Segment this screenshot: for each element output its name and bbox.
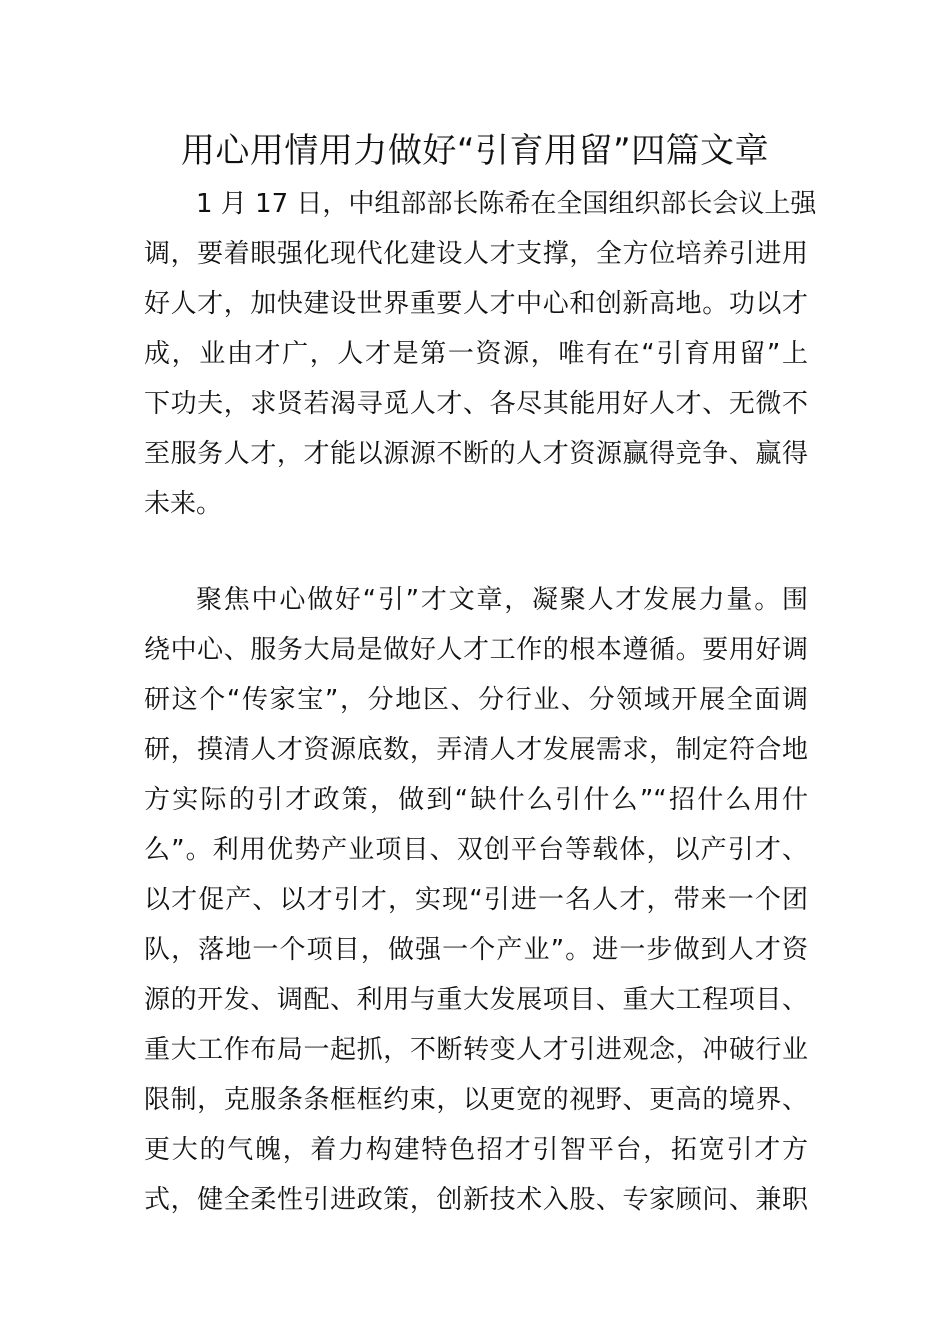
paragraph-line: 成，业由才广，人才是第一资源，唯有在“引育用留”上 bbox=[144, 339, 808, 369]
paragraph-line: 1 月 17 日，中组部部长陈希在全国组织部长会议上强 bbox=[196, 189, 817, 219]
paragraph-line: 绕中心、服务大局是做好人才工作的根本遵循。要用好调 bbox=[144, 635, 808, 665]
paragraph-line: 么”。利用优势产业项目、双创平台等载体，以产引才、 bbox=[144, 835, 808, 865]
paragraph-line: 研，摸清人才资源底数，弄清人才发展需求，制定符合地 bbox=[144, 735, 808, 765]
paragraph-1 bbox=[144, 179, 817, 529]
paragraph-line: 更大的气魄，着力构建特色招才引智平台，拓宽引才方 bbox=[144, 1135, 808, 1165]
paragraph-line: 队，落地一个项目，做强一个产业”。进一步做到人才资 bbox=[144, 935, 808, 965]
paragraph-line: 至服务人才，才能以源源不断的人才资源赢得竞争、赢得 bbox=[144, 439, 808, 469]
paragraph-line: 限制，克服条条框框约束，以更宽的视野、更高的境界、 bbox=[144, 1085, 808, 1115]
paragraph-line: 聚焦中心做好“引”才文章，凝聚人才发展力量。围 bbox=[196, 585, 808, 615]
paragraph-2 bbox=[144, 575, 808, 1225]
paragraph-line: 好人才，加快建设世界重要人才中心和创新高地。功以才 bbox=[144, 289, 808, 319]
paragraph-line: 式，健全柔性引进政策，创新技术入股、专家顾问、兼职 bbox=[144, 1185, 808, 1215]
paragraph-line: 重大工作布局一起抓，不断转变人才引进观念，冲破行业 bbox=[144, 1035, 808, 1065]
paragraph-line: 下功夫，求贤若渴寻觅人才、各尽其能用好人才、无微不 bbox=[144, 389, 808, 419]
paragraph-line: 未来。 bbox=[144, 489, 223, 519]
paragraph-line: 研这个“传家宝”，分地区、分行业、分领域开展全面调 bbox=[144, 685, 808, 715]
paragraph-line: 方实际的引才政策，做到“缺什么引什么”“招什么用什 bbox=[144, 785, 808, 815]
document-title: 用心用情用力做好“引育用留”四篇文章 bbox=[180, 131, 770, 171]
paragraph-line: 源的开发、调配、利用与重大发展项目、重大工程项目、 bbox=[144, 985, 808, 1015]
paragraph-line: 以才促产、以才引才，实现“引进一名人才，带来一个团 bbox=[144, 885, 808, 915]
paragraph-line: 调，要着眼强化现代化建设人才支撑，全方位培养引进用 bbox=[144, 239, 808, 269]
